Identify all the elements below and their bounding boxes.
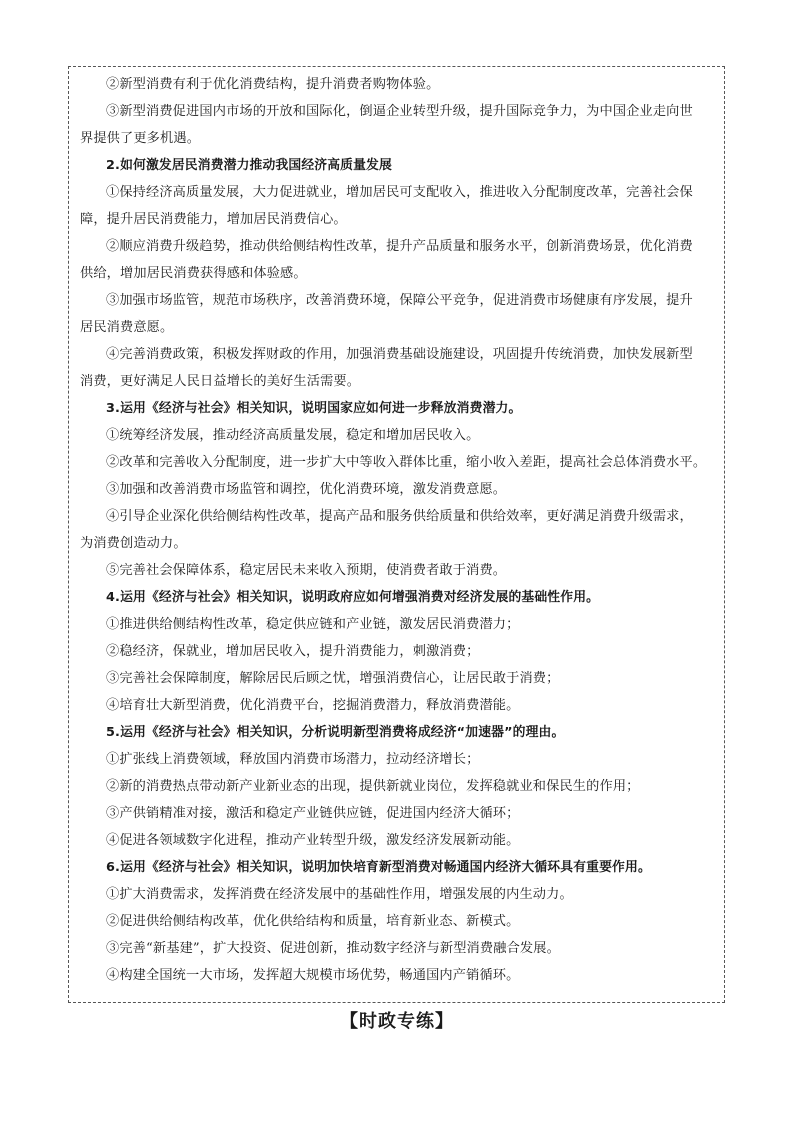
answer-point: ②促进供给侧结构改革，优化供给结构和质量，培育新业态、新模式。 [106, 914, 520, 929]
answer-point: ②稳经济，保就业，增加居民收入，提升消费能力，刺激消费； [106, 644, 480, 659]
answer-continuation: 消费，更好满足人民日益增长的美好生活需要。 [80, 374, 361, 389]
answer-continuation: 供给，增加居民消费获得感和体验感。 [80, 266, 307, 281]
answer-point: ②改革和完善收入分配制度，进一步扩大中等收入群体比重，缩小收入差距，提高社会总体消费水平。 [106, 455, 707, 470]
answer-point: ④培育壮大新型消费，优化消费平台，挖掘消费潜力，释放消费潜能。 [106, 698, 520, 713]
question-heading: 4.运用《经济与社会》相关知识，说明政府应如何增强消费对经济发展的基础性作用。 [106, 590, 600, 605]
question-heading: 6.运用《经济与社会》相关知识，说明加快培育新型消费对畅通国内经济大循环具有重要作用。 [106, 860, 651, 875]
answer-point: ⑤完善社会保障体系，稳定居民未来收入预期，使消费者敢于消费。 [106, 563, 507, 578]
answer-point: ③加强和改善消费市场监管和调控，优化消费环境，激发消费意愿。 [106, 482, 507, 497]
answer-point: ①保持经济高质量发展，大力促进就业，增加居民可支配收入，推进收入分配制度改革，完善社会保 [106, 185, 693, 200]
section-title: 【时政专练】 [340, 1011, 454, 1032]
answer-point: ④引导企业深化供给侧结构性改革，提高产品和服务供给质量和供给效率，更好满足消费升级需求， [106, 509, 693, 524]
answer-point: ②顺应消费升级趋势，推动供给侧结构性改革，提升产品质量和服务水平，创新消费场景，优化消费 [106, 239, 693, 254]
answer-point: ①统筹经济发展，推动经济高质量发展，稳定和增加居民收入。 [106, 428, 480, 443]
answer-point: ②新的消费热点带动新产业新业态的出现，提供新就业岗位，发挥稳就业和保民生的作用； [106, 779, 640, 794]
content-body [80, 71, 720, 989]
question-heading: 3.运用《经济与社会》相关知识，说明国家应如何进一步释放消费潜力。 [106, 401, 522, 416]
answer-point: ①推进供给侧结构性改革，稳定供应链和产业链，激发居民消费潜力； [106, 617, 520, 632]
answer-point: ③完善社会保障制度，解除居民后顾之忧，增强消费信心，让居民敢于消费； [106, 671, 560, 686]
answer-point: ③加强市场监管，规范市场秩序，改善消费环境，保障公平竞争，促进消费市场健康有序发展，提升 [106, 293, 693, 308]
answer-point: ①扩张线上消费领域，释放国内消费市场潜力，拉动经济增长； [106, 752, 480, 767]
answer-continuation: 界提供了更多机遇。 [80, 131, 201, 146]
question-heading: 5.运用《经济与社会》相关知识，分析说明新型消费将成经济“加速器”的理由。 [106, 725, 565, 740]
answer-point: ③新型消费促进国内市场的开放和国际化，倒逼企业转型升级，提升国际竞争力，为中国企业走向世 [106, 104, 693, 119]
answer-point: ④构建全国统一大市场，发挥超大规模市场优势，畅通国内产销循环。 [106, 968, 520, 983]
answer-continuation: 障，提升居民消费能力，增加居民消费信心。 [80, 212, 347, 227]
answer-continuation: 为消费创造动力。 [80, 536, 187, 551]
answer-continuation: 居民消费意愿。 [80, 320, 174, 335]
answer-point: ①扩大消费需求，发挥消费在经济发展中的基础性作用，增强发展的内生动力。 [106, 887, 573, 902]
answer-point: ②新型消费有利于优化消费结构，提升消费者购物体验。 [106, 77, 440, 92]
question-heading: 2.如何激发居民消费潜力推动我国经济高质量发展 [106, 158, 392, 173]
answer-point: ④促进各领域数字化进程，推动产业转型升级，激发经济发展新动能。 [106, 833, 520, 848]
answer-point: ③完善“新基建”，扩大投资、促进创新，推动数字经济与新型消费融合发展。 [106, 941, 560, 956]
answer-point: ④完善消费政策，积极发挥财政的作用，加强消费基础设施建设，巩固提升传统消费，加快发展新型 [106, 347, 693, 362]
answer-point: ③产供销精准对接，激活和稳定产业链供应链，促进国内经济大循环； [106, 806, 520, 821]
